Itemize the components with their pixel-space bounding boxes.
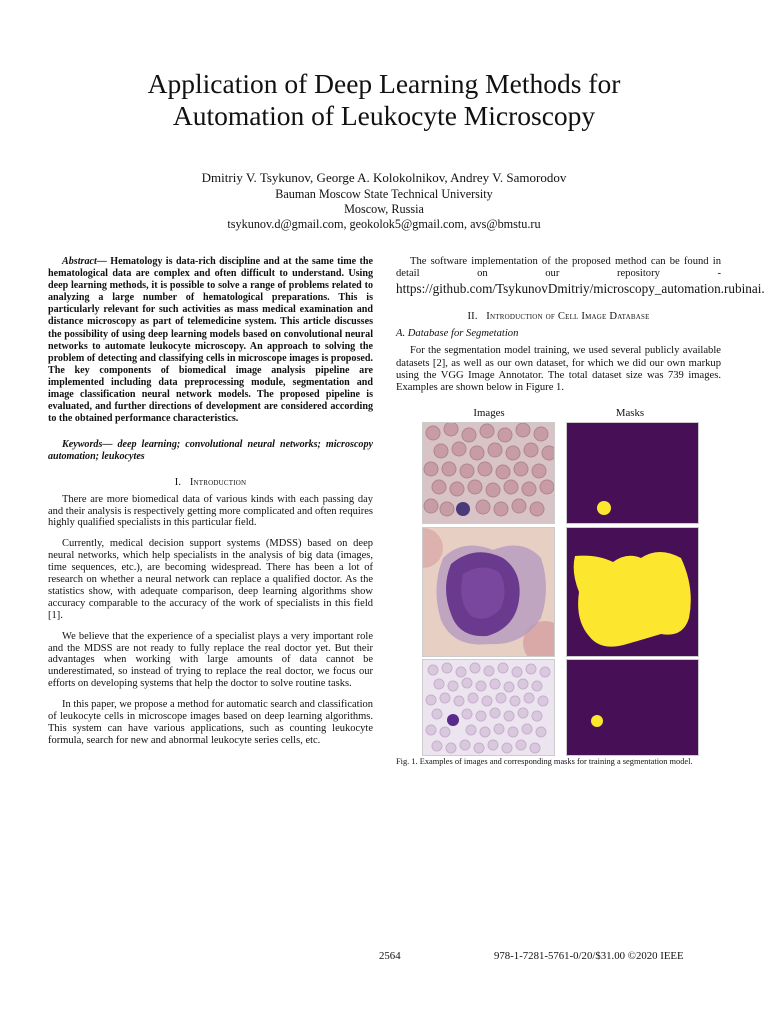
right-column [396,256,765,787]
paper-title [40,68,728,132]
figure-1 [396,407,721,787]
section-title: Introduction of Cell Image Database [486,310,650,322]
abstract-label: Abstract— [62,256,107,267]
emails: tsykunov.d@gmail.com, geokolok5@gmail.com, avs@bmstu.ru [227,217,541,231]
abstract [48,256,373,425]
paragraph: For the segmentation model training, we used several publicly available datasets [2], as well as our own dataset, for which we did our own markup using the VGG Image Annotator. The total dataset size was 739 images. Examples are shown below in Figure 1. [396,345,721,394]
section-title: Introduction [189,476,247,488]
figure-column-header-masks: Masks [615,406,645,419]
location: Moscow, Russia [344,202,424,216]
abstract-text: Hematology is data-rich discipline and at the same time the hematological data are complex and often difficult to understand. Using deep learning methods, it is possible to solve a range of problems related to analyzing a large number of hematological preparations. This is particularly relevant for such activities as mass medical examination and distance microscopy as part of telemedicine system. This article discusses the possibility of using deep learning models based on convolutional neural networks to automate leukocyte microscopy. An approach to solving the problem of detecting and classifying cells in microscope images is proposed. The key components of biomedical image analysis pipeline are implemented including data preprocessing module, segmentation and image classification neural network models. The proposed pipeline is evaluated, and further directions of development are considered according to the obtained performance characteristics. [48,256,373,425]
keywords-label: Keywords— [62,439,113,451]
keywords-text: deep learning; convolutional neural networks; microscopy automation; leukocytes [48,439,373,463]
left-column [48,256,373,756]
figure-caption: Fig. 1. Examples of images and corresponding masks for training a segmentation model. [396,756,693,766]
segmentation-mask-3 [566,659,699,756]
title-line-1: Application of Deep Learning Methods for [147,68,621,99]
figure-column-header-images: Images [473,406,505,419]
paragraph: In this paper, we propose a method for automatic search and classification of leukocyte cells in microscope images based on deep learning algorithms. This system can have various applications, such as counting leukocyte formula, search for new and abnormal leukocyte series cells, etc. [48,699,373,746]
repository-text: The software implementation of the proposed method can be found in detail on our repository - [396,256,721,280]
paragraph: There are more biomedical data of various kinds with each passing day and their analysis is respectively getting more complicated and often requires highly qualified specialists in this particular field. [48,493,373,529]
segmentation-mask-2 [566,527,699,657]
segmentation-mask-1 [566,422,699,524]
microscopy-image-3 [422,659,555,756]
paragraph: Currently, medical decision support systems (MDSS) based on deep neural networks, which help specialists in the analysis of big data (images, time sequences, etc.), are becoming widespread. There has been a lot of research on whether a neural network can replace a qualified doctor. As the statistics show, with adequate comparison, deep learning algorithms show accuracy comparable to the accuracy of the work of specialists in this field [1]. [48,538,373,621]
microscopy-image-1 [422,422,555,524]
author-names: Dmitriy V. Tsykunov, George A. Kolokolnikov, Andrey V. Samorodov [201,170,567,185]
copyright-notice: 978-1-7281-5761-0/20/$31.00 ©2020 IEEE [494,950,684,962]
page-number: 2564 [379,950,401,962]
repository-link[interactable]: https://github.com/TsykunovDmitriy/microscopy_automation.rubinai. [396,280,765,296]
section-heading-database [396,311,721,323]
title-line-2: Automation of Leukocyte Microscopy [172,100,596,131]
microscopy-image-2 [422,527,555,657]
section-number: II. [467,310,478,322]
repository-paragraph [396,256,765,297]
subsection-heading: A. Database for Segmetation [396,328,519,340]
section-heading-introduction [48,477,373,489]
paragraph: We believe that the experience of a specialist plays a very important role and the MDSS are not ready to fully replace the real doctor yet. But their advantages when working with large amounts of data cannot be underestimated, so instead of trying to replace the real doctor, we focus our efforts on developing systems that help the doctor to solve routine tasks. [48,630,373,690]
section-number: I. [174,476,182,488]
affiliation: Bauman Moscow State Technical University [275,187,493,201]
keywords [48,439,373,463]
author-block [40,170,728,232]
